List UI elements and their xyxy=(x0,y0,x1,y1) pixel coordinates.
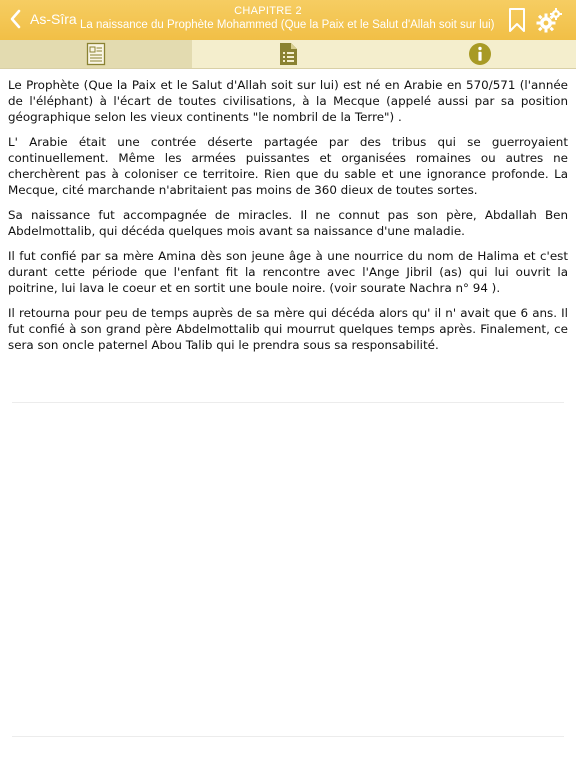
content-paragraph: Le Prophète (Que la Paix et le Salut d'Allah soit sur lui) est né en Arabie en 570/571 (l'année de l'éléphant) à l'écart de toutes civilisations, à la Mecque (appelé aussi par sa position géographique selon les vieux continents "le nombril de la Terre") . xyxy=(8,78,568,124)
chevron-left-icon xyxy=(8,8,24,30)
tab-text[interactable] xyxy=(0,40,192,68)
content-divider xyxy=(12,402,564,403)
content-paragraph: L' Arabie était une contrée déserte partagée par des tribus qui se guerroyaient continuellement. Même les armées puissantes et organisées romaines ou autres ne cherchèrent pas à coloniser ce territoire. Rien que du sable et une ignorance profonde. La Mecque, cité marchande n'abritaient pas moins de 360 dieux de toutes sortes. xyxy=(8,135,568,197)
header-bar xyxy=(0,0,576,40)
chapter-content xyxy=(8,77,568,362)
content-paragraph: Sa naissance fut accompagnée de miracles. Il ne connut pas son père, Abdallah Ben Abdelmottalib, qui décéda quelques mois avant sa naissance d'une maladie. xyxy=(8,208,568,238)
back-button[interactable] xyxy=(8,8,77,30)
settings-icon[interactable] xyxy=(535,7,563,33)
content-paragraph: Il fut confié par sa mère Amina dès son jeune âge à une nourrice du nom de Halima et c'est durant cette période que l'enfant fit la rencontre avec l'Ange Jibril (as) qui lui ouvrit la poitrine, lui lava le coeur et en sortit une boule noire. (voir sourate Nachra n° 94 ). xyxy=(8,249,568,295)
tab-list[interactable] xyxy=(192,40,384,68)
chapter-title: La naissance du Prophète Mohammed (Que la Paix et le Salut d'Allah soit sur lui) xyxy=(80,19,495,31)
tab-info[interactable] xyxy=(384,40,576,68)
document-icon xyxy=(86,42,106,66)
tab-bar xyxy=(0,40,576,69)
chapter-title-block xyxy=(80,5,495,32)
bottom-divider xyxy=(12,736,564,737)
back-button-label: As-Sîra xyxy=(30,11,77,27)
info-icon xyxy=(468,42,492,66)
chapter-label: CHAPITRE 2 xyxy=(234,5,302,17)
content-paragraph: Il retourna pour peu de temps auprès de sa mère qui décéda alors qu' il n' avait que 6 ans. Il fut confié à son grand père Abdelmottalib qui mourrut quelques temps après. Finalement, ce sera son oncle paternel Abou Talib qui le prendra sous sa responsabilité. xyxy=(8,306,568,352)
bookmark-icon[interactable] xyxy=(507,7,527,33)
list-icon xyxy=(278,42,298,66)
